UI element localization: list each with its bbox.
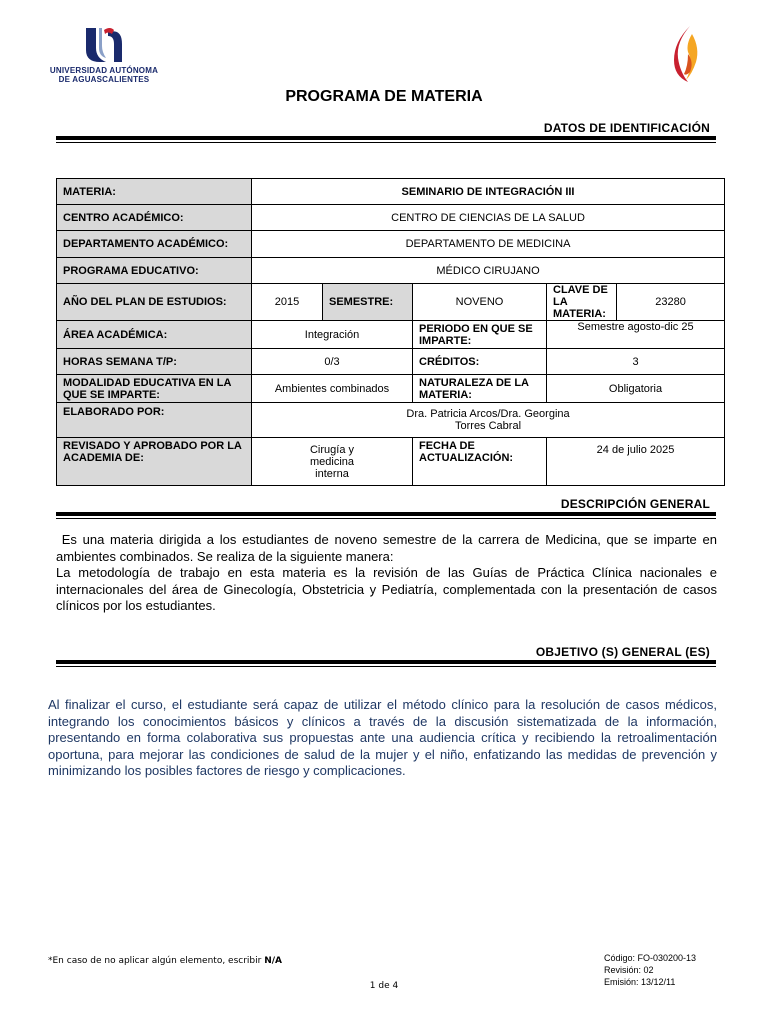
value-programa: MÉDICO CIRUJANO xyxy=(252,258,725,284)
section-rule xyxy=(56,136,716,140)
label-centro: CENTRO ACADÉMICO: xyxy=(57,205,252,231)
value-periodo: Semestre agosto-dic 25 xyxy=(547,321,725,349)
value-semestre: NOVENO xyxy=(413,284,547,321)
logo-text-line2: DE AGUASCALIENTES xyxy=(58,75,150,84)
value-plan: 2015 xyxy=(252,284,323,321)
label-programa: PROGRAMA EDUCATIVO: xyxy=(57,258,252,284)
value-centro: CENTRO DE CIENCIAS DE LA SALUD xyxy=(252,205,725,231)
document-title: PROGRAMA DE MATERIA xyxy=(285,88,483,105)
label-periodo: PERIODO EN QUE SE IMPARTE: xyxy=(413,321,547,349)
table-row xyxy=(57,403,725,438)
section-rule xyxy=(56,512,716,516)
label-area: ÁREA ACADÉMICA: xyxy=(57,321,252,349)
document-control xyxy=(604,952,696,988)
label-semestre: SEMESTRE: xyxy=(323,284,413,321)
label-plan: AÑO DEL PLAN DE ESTUDIOS: xyxy=(57,284,252,321)
value-clave: 23280 xyxy=(617,284,725,321)
label-creditos: CRÉDITOS: xyxy=(413,349,547,375)
label-naturaleza: NATURALEZA DE LA MATERIA: xyxy=(413,375,547,403)
section-title-descripcion: DESCRIPCIÓN GENERAL xyxy=(560,497,710,511)
description-paragraph-2: La metodología de trabajo en esta materia es la revisión de las Guías de Práctica Clínica nacionales e internacionales del área de Ginecología, Obstetricia y Pediatría, complementada con la presentación de casos clínicos por los estudiantes. xyxy=(56,565,717,613)
section-title-datos: DATOS DE IDENTIFICACIÓN xyxy=(543,121,710,135)
label-departamento: DEPARTAMENTO ACADÉMICO: xyxy=(57,231,252,258)
emision-text: Emisión: 13/12/11 xyxy=(604,977,676,987)
section-rule-thin xyxy=(56,142,716,143)
label-fecha: FECHA DE ACTUALIZACIÓN: xyxy=(413,438,547,486)
label-horas: HORAS SEMANA T/P: xyxy=(57,349,252,375)
section-rule-thin xyxy=(56,518,716,519)
label-elaborado: ELABORADO POR: xyxy=(57,403,252,438)
table-row xyxy=(57,179,725,205)
description-text-1: Es una materia dirigida a los estudiantes de noveno semestre de la carrera de Medicina, que se imparte en ambientes combinados. Se realiza de la siguiente manera: xyxy=(56,532,717,564)
identification-table xyxy=(56,178,725,486)
table-row xyxy=(57,438,725,486)
table-row xyxy=(57,349,725,375)
revision-text: Revisión: 02 xyxy=(604,965,654,975)
description-paragraph-1 xyxy=(56,532,717,565)
page-number: 1 de 4 xyxy=(369,981,399,991)
codigo-text: Código: FO-030200-13 xyxy=(604,953,697,963)
table-row xyxy=(57,258,725,284)
value-elaborado: Dra. Patricia Arcos/Dra. Georgina Torres Cabral xyxy=(252,403,725,438)
section-title-objetivo: OBJETIVO (S) GENERAL (ES) xyxy=(535,645,710,659)
label-modalidad: MODALIDAD EDUCATIVA EN LA QUE SE IMPARTE: xyxy=(57,375,252,403)
logo-text-line1: UNIVERSIDAD AUTÓNOMA xyxy=(49,66,159,75)
table-row xyxy=(57,375,725,403)
footer-note-na: N/A xyxy=(264,956,283,966)
footer-note-text: *En caso de no aplicar algún elemento, escribir xyxy=(48,956,262,966)
label-revisado: REVISADO Y APROBADO POR LA ACADEMIA DE: xyxy=(57,438,252,486)
value-revisado: Cirugía y medicina interna xyxy=(252,438,413,486)
footer-note xyxy=(48,956,282,966)
value-fecha: 24 de julio 2025 xyxy=(547,438,725,486)
objective-paragraph: Al finalizar el curso, el estudiante será capaz de utilizar el método clínico para la resolución de casos médicos, integrando los conocimientos básicos y clínicos a través de la discusión sistematizada de la información, presentando en forma colaborativa sus propuestas ante una audiencia crítica y recibiendo la retroalimentación oportuna, para mejorar las condiciones de salud de la mujer y el niño, enfatizando las medidas de prevención y minimizando los posibles factores de riesgo y complicaciones. xyxy=(48,697,717,778)
table-row xyxy=(57,231,725,258)
value-materia: SEMINARIO DE INTEGRACIÓN III xyxy=(252,179,725,205)
value-naturaleza: Obligatoria xyxy=(547,375,725,403)
value-departamento: DEPARTAMENTO DE MEDICINA xyxy=(252,231,725,258)
table-row xyxy=(57,205,725,231)
label-materia: MATERIA: xyxy=(57,179,252,205)
value-area: Integración xyxy=(252,321,413,349)
table-row xyxy=(57,284,725,321)
flame-logo-icon xyxy=(668,24,706,84)
university-emblem-icon xyxy=(78,24,128,64)
university-logo xyxy=(44,24,164,88)
value-creditos: 3 xyxy=(547,349,725,375)
table-row xyxy=(57,321,725,349)
label-clave: CLAVE DE LA MATERIA: xyxy=(547,284,617,321)
section-rule-thin xyxy=(56,666,716,667)
section-rule xyxy=(56,660,716,664)
value-horas: 0/3 xyxy=(252,349,413,375)
value-modalidad: Ambientes combinados xyxy=(252,375,413,403)
